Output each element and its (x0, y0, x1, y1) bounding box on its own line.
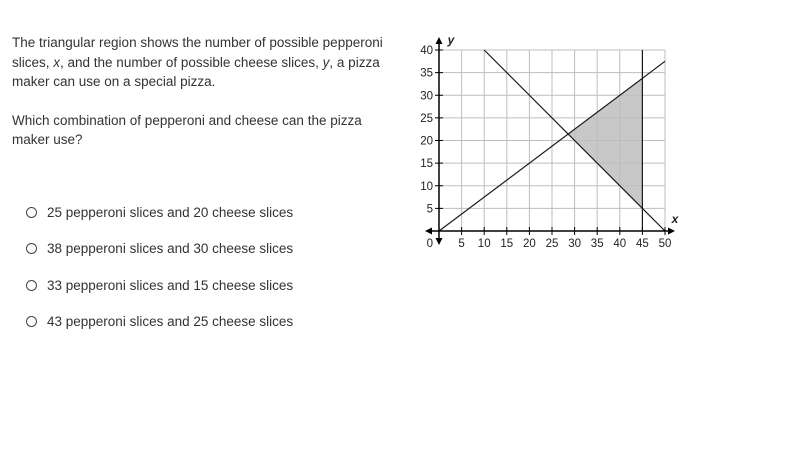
y-tick-label: 40 (420, 45, 433, 57)
question-paragraph-1: The triangular region shows the number of possible pepperoni slices, x, and the number of possible cheese slices, y, a pizza maker can use on a special pizza. (12, 35, 383, 89)
coordinate-graph (410, 30, 680, 255)
x-tick-label: 15 (500, 238, 514, 250)
shaded-region-layer (568, 78, 642, 208)
x-tick-label: 40 (613, 238, 627, 250)
question-paragraph-2: Which combination of pepperoni and cheese can the pizza maker use? (12, 112, 362, 147)
radio-button[interactable] (26, 316, 37, 327)
x-tick-label: 25 (545, 238, 559, 250)
x-axis-label: x (671, 212, 679, 226)
answer-option-1[interactable] (26, 202, 293, 222)
y-axis-bottom-arrow (436, 238, 443, 245)
answer-options (26, 202, 293, 348)
y-tick-label: 25 (420, 112, 433, 125)
y-axis-top-arrow (436, 37, 443, 44)
variable-y: y (322, 54, 330, 70)
answer-option-label: 38 pepperoni slices and 30 cheese slices (47, 241, 294, 256)
question-text (12, 33, 387, 169)
x-tick-label: 20 (523, 238, 536, 250)
x-axis-right-arrow (668, 228, 675, 235)
answer-option-label: 25 pepperoni slices and 20 cheese slices (47, 204, 294, 220)
y-tick-label: 20 (420, 135, 433, 148)
x-tick-label: 10 (477, 238, 491, 250)
y-tick-label: 15 (420, 158, 433, 171)
y-tick-label: 30 (420, 90, 433, 103)
shaded-region (568, 78, 642, 208)
x-axis-left-arrow (425, 228, 432, 235)
answer-option-4[interactable] (26, 312, 293, 332)
grid-layer (439, 50, 665, 231)
y-axis-label: y (447, 33, 455, 47)
radio-button[interactable] (26, 207, 37, 218)
x-tick-label: 50 (658, 238, 672, 250)
x-tick-label: 35 (590, 238, 604, 250)
origin-label: 0 (426, 238, 433, 250)
answer-option-2[interactable] (26, 239, 293, 259)
x-tick-label: 45 (636, 238, 649, 250)
y-tick-label: 10 (420, 180, 433, 193)
x-tick-label: 5 (458, 238, 465, 250)
radio-button[interactable] (26, 280, 37, 291)
answer-option-label: 33 pepperoni slices and 15 cheese slices (47, 277, 294, 293)
y-tick-label: 5 (426, 203, 433, 216)
x-tick-label: 30 (568, 238, 581, 250)
radio-button[interactable] (26, 243, 37, 254)
y-tick-label: 35 (420, 67, 433, 80)
variable-x: x (53, 54, 61, 70)
answer-option-label: 43 pepperoni slices and 25 cheese slices (47, 314, 294, 329)
answer-option-3[interactable] (26, 275, 293, 295)
